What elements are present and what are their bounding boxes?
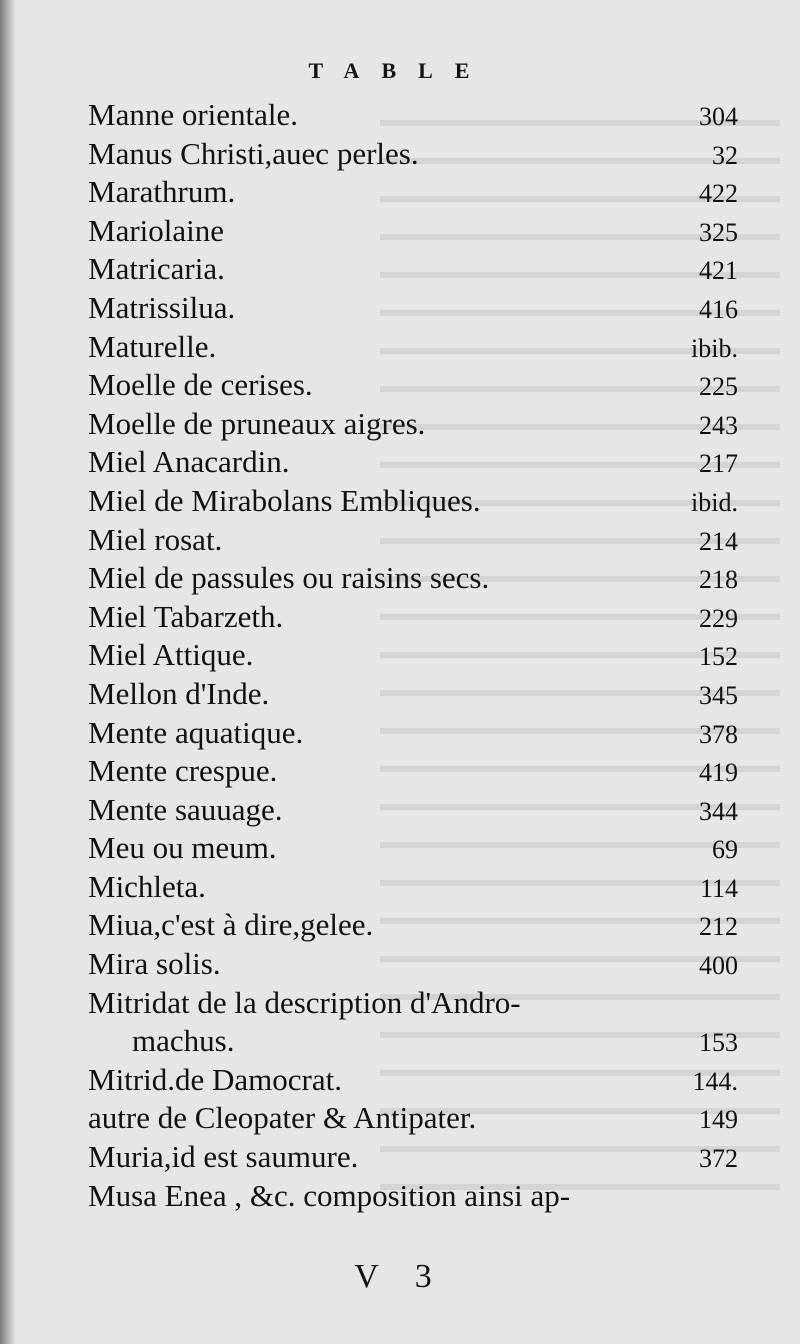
index-entry bbox=[88, 598, 738, 637]
entry-term: Mitridat de la description d'Andro- bbox=[88, 984, 521, 1020]
entry-term: Mente sauuage. bbox=[88, 791, 283, 827]
index-entry bbox=[88, 945, 738, 984]
index-entry bbox=[88, 636, 738, 675]
entry-page: 325 bbox=[699, 217, 738, 247]
signature-mark: V 3 bbox=[354, 1258, 446, 1295]
entry-term: Mente aquatique. bbox=[88, 714, 304, 750]
entry-term: Miel Anacardin. bbox=[88, 444, 290, 480]
index-entry bbox=[88, 559, 738, 598]
entry-page: 416 bbox=[699, 294, 738, 324]
index-entry bbox=[88, 1061, 738, 1100]
entry-page: 114 bbox=[699, 873, 738, 903]
entry-page: ibib. bbox=[691, 333, 738, 363]
entry-page: 421 bbox=[699, 256, 738, 286]
index-entry bbox=[88, 96, 738, 135]
entry-page: 229 bbox=[699, 603, 738, 633]
entry-term: Musa Enea , &c. composition ainsi ap- bbox=[88, 1177, 571, 1213]
index-entry-continuation bbox=[88, 1022, 738, 1061]
entry-term: Mariolaine bbox=[88, 212, 225, 248]
index-entry bbox=[88, 791, 738, 830]
entry-page: 69 bbox=[712, 835, 738, 865]
entry-page: 378 bbox=[699, 719, 738, 749]
entry-page: ibid. bbox=[691, 487, 738, 517]
entry-page: 152 bbox=[699, 642, 738, 672]
index-entry bbox=[88, 328, 738, 367]
entry-page: 419 bbox=[699, 758, 738, 788]
index-entry bbox=[88, 405, 738, 444]
entry-term: Matrissilua. bbox=[88, 289, 236, 325]
index-entry bbox=[88, 714, 738, 753]
index-entry bbox=[88, 1138, 738, 1177]
entry-term: Miel rosat. bbox=[88, 521, 223, 557]
entry-term: Matricaria. bbox=[88, 251, 225, 287]
entry-term: Mellon d'Inde. bbox=[88, 675, 270, 711]
entry-term: Muria,id est saumure. bbox=[88, 1139, 359, 1175]
entry-term: Mente crespue. bbox=[88, 753, 278, 789]
index-entry bbox=[88, 289, 738, 328]
index-entries bbox=[88, 96, 738, 1215]
entry-term: Mira solis. bbox=[88, 946, 221, 982]
entry-term: Miua,c'est à dire,gelee. bbox=[88, 907, 374, 943]
index-entry bbox=[88, 250, 738, 289]
entry-term: Miel Attique. bbox=[88, 637, 254, 673]
entry-page: 400 bbox=[699, 951, 738, 981]
entry-page: 304 bbox=[699, 102, 738, 131]
page-gutter-shadow bbox=[0, 0, 16, 1344]
index-entry bbox=[88, 829, 738, 868]
index-entry bbox=[88, 752, 738, 791]
index-entry bbox=[88, 366, 738, 405]
index-entry bbox=[88, 521, 738, 560]
index-entry bbox=[88, 1177, 738, 1216]
entry-term: Miel de Mirabolans Embliques. bbox=[88, 482, 481, 518]
entry-term: Miel Tabarzeth. bbox=[88, 598, 284, 634]
entry-page: 217 bbox=[699, 449, 738, 479]
index-entry bbox=[88, 443, 738, 482]
index-entry bbox=[88, 482, 738, 521]
index-entry bbox=[88, 173, 738, 212]
entry-term: autre de Cleopater & Antipater. bbox=[88, 1100, 477, 1136]
entry-page: 144. bbox=[692, 1066, 738, 1096]
entry-term: Moelle de cerises. bbox=[88, 367, 313, 403]
entry-page: 344 bbox=[699, 796, 738, 826]
entry-term: Manus Christi,auec perles. bbox=[88, 135, 419, 171]
entry-page: 212 bbox=[699, 912, 738, 942]
entry-term: Miel de passules ou raisins secs. bbox=[88, 560, 490, 596]
entry-term: Manne orientale. bbox=[88, 97, 299, 132]
index-entry bbox=[88, 868, 738, 907]
index-entry bbox=[88, 984, 738, 1023]
index-entry bbox=[88, 135, 738, 174]
index-entry bbox=[88, 1099, 738, 1138]
entry-term: Michleta. bbox=[88, 868, 206, 904]
entry-page: 214 bbox=[699, 526, 738, 556]
entry-page: 345 bbox=[699, 680, 738, 710]
index-entry bbox=[88, 675, 738, 714]
index-entry bbox=[88, 906, 738, 945]
index-entry bbox=[88, 212, 738, 251]
entry-term: Meu ou meum. bbox=[88, 830, 277, 866]
entry-term: Marathrum. bbox=[88, 174, 236, 210]
entry-term: Moelle de pruneaux aigres. bbox=[88, 405, 426, 441]
entry-page: 149 bbox=[699, 1105, 738, 1135]
entry-term: machus. bbox=[132, 1023, 235, 1059]
entry-term: Maturelle. bbox=[88, 328, 217, 364]
entry-page: 372 bbox=[699, 1144, 738, 1174]
entry-page: 32 bbox=[712, 140, 738, 170]
entry-page: 218 bbox=[699, 565, 738, 595]
entry-page: 422 bbox=[699, 179, 738, 209]
running-header: TABLE bbox=[308, 58, 492, 83]
entry-page: 243 bbox=[699, 410, 738, 440]
entry-term: Mitrid.de Damocrat. bbox=[88, 1061, 342, 1097]
entry-page: 153 bbox=[699, 1028, 738, 1058]
entry-page: 225 bbox=[699, 372, 738, 402]
